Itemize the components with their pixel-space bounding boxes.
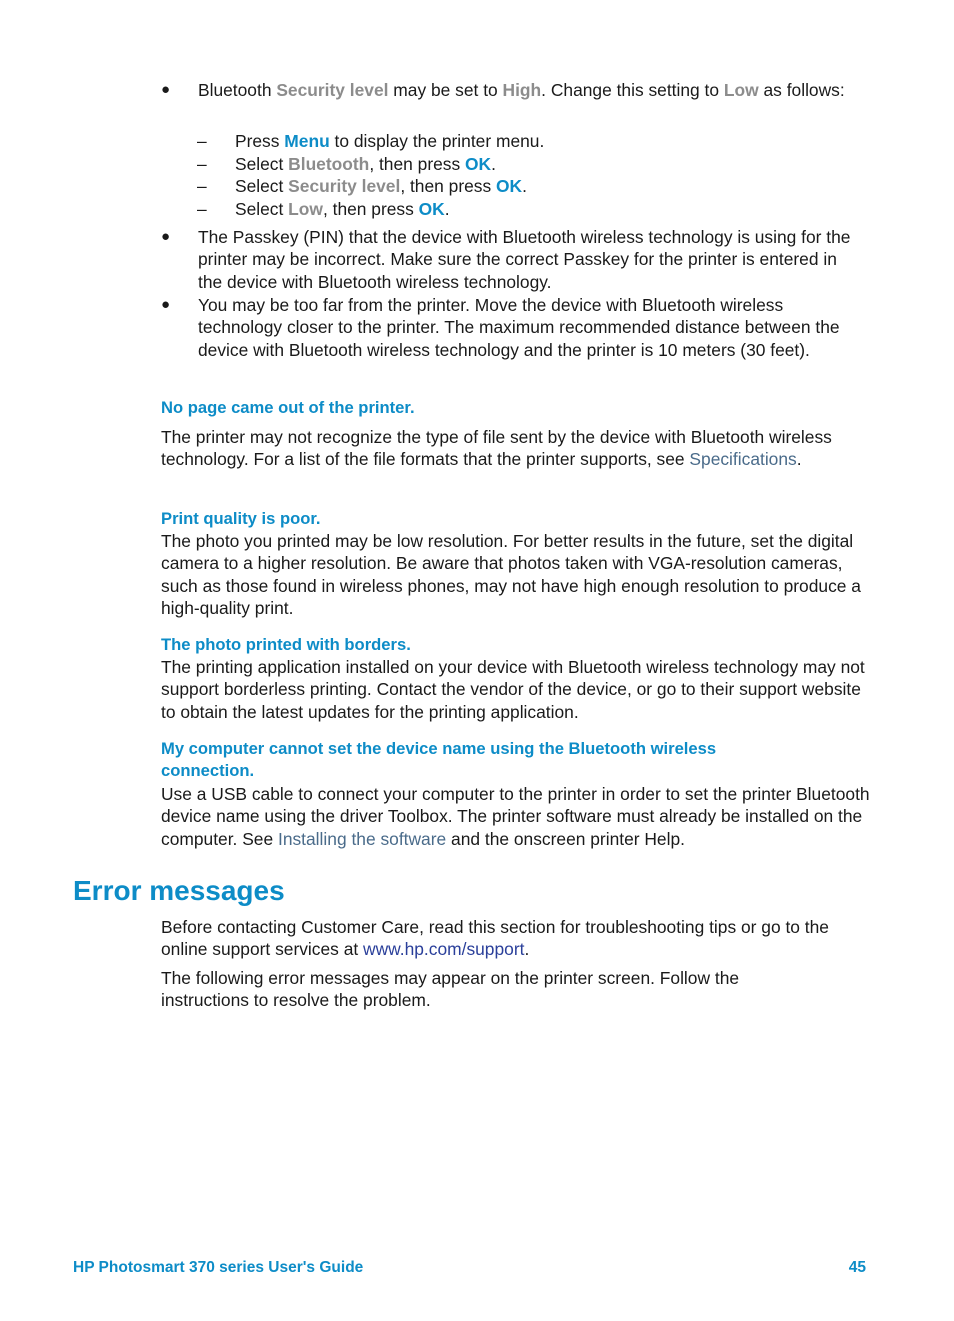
dash-glyph: – <box>197 131 207 151</box>
bullet-text: You may be too far from the printer. Move the device with Bluetooth wireless technology closer to the printer. The maximum recommended distance between the device with Bluetooth wireless technology and the printer is 10 meters (30 feet). <box>198 295 840 360</box>
ui-term: Security level <box>288 176 401 196</box>
heading-error-messages: Error messages <box>73 875 285 906</box>
paragraph-no-page: The printer may not recognize the type of file sent by the device with Bluetooth wireless technology. For a list of the file formats that the printer supports, see Specifications. <box>161 427 832 470</box>
installing-software-link[interactable]: Installing the software <box>277 828 447 849</box>
heading-borders: The photo printed with borders. <box>161 635 411 654</box>
paragraph-print-quality: The photo you printed may be low resolution. For better results in the future, set the digital camera to a higher resolution. Be aware that photos taken with VGA-resolution cameras, such as those found in wireless phones, may not have high enough resolution to produce a high-quality print. <box>161 531 861 619</box>
heading-print-quality: Print quality is poor. <box>161 509 321 528</box>
document-page: ● Bluetooth Security level may be set to High. Change this setting to Low as follows: – Press Menu to display the printer menu. – Select Bluetooth, then press OK. – Select Security level, then press OK. – Select Low, then press OK. ● The Passkey (PIN) that the device with Bluetooth wireless technology is using for the printer may be incorrect. Make sure the correct Passkey for the printer is entered in the device with Bluetooth wireless technology. ● You may be too far from the printer. Move the device with Bluetooth wireless technology closer to the printer. The maximum recommended distance between the device with Bluetooth wireless technology and the printer is 10 meters (30 feet). No page came out of the printer. The printer may not recognize the type of file sent by the device with Bluetooth wireless technology. For a list of the file formats that the printer supports, see Specifications. Print quality is poor. The photo you printed may be low resolution. For better results in the future, set the digital camera to a higher resolution. Be aware that photos taken with VGA-resolution cameras, such as those found in wireless phones, may not have high enough resolution to produce a high-quality print. The photo printed with borders. The printing application installed on your device with Bluetooth wireless technology may not support borderless printing. Contact the vendor of the device, or go to their support website to obtain the latest updates for the printing application. My computer cannot set the device name using the Bluetooth wireless connection. Use a USB cable to connect your computer to the printer in order to set the printer Bluetooth device name using the driver Toolbox. The printer software must already be installed on the computer. See Installing the software and the onscreen printer Help. Error messages Before contacting Customer Care, read this section for troubleshooting tips or go to the online support services at www.hp.com/support. The following error messages may appear on the printer screen. Follow the instructions to resolve the problem. HP Photosmart 370 series User's Guide 45 <box>0 0 954 1321</box>
button-term: OK <box>496 176 523 196</box>
bullet-glyph: ● <box>161 296 171 313</box>
bullet-glyph: ● <box>161 228 171 245</box>
ui-term: Bluetooth <box>288 154 370 174</box>
bullet-glyph: ● <box>161 81 171 98</box>
bullet-text: Bluetooth Security level may be set to High. Change this setting to Low as follows: <box>198 80 845 100</box>
dash-glyph: – <box>197 199 207 219</box>
bullet-text: The Passkey (PIN) that the device with Bluetooth wireless technology is using for the printer may be incorrect. Make sure the correct Passkey for the printer is entered in the device with Bluetooth wireless technology. <box>198 227 851 292</box>
paragraph-borders: The printing application installed on your device with Bluetooth wireless technology may not support borderless printing. Contact the vendor of the device, or go to their support website to obtain the latest updates for the printing application. <box>161 657 865 722</box>
ui-term: Low <box>723 80 759 100</box>
paragraph-device-name: Use a USB cable to connect your computer to the printer in order to set the printer Bluetooth device name using the driver Toolbox. The printer software must already be installed on the computer. See Installing the software and the onscreen printer Help. <box>161 784 870 849</box>
ui-term: Security level <box>276 80 389 100</box>
button-term: OK <box>418 199 445 219</box>
hp-support-link[interactable]: www.hp.com/support <box>363 939 525 960</box>
ui-term: High <box>502 80 542 100</box>
heading-device-name: My computer cannot set the device name using the Bluetooth wireless connection. <box>161 739 717 781</box>
dash-glyph: – <box>197 154 207 174</box>
heading-no-page: No page came out of the printer. <box>161 398 415 417</box>
specifications-link[interactable]: Specifications <box>689 449 797 470</box>
ui-term: Low <box>288 199 323 219</box>
paragraph-error-intro: The following error messages may appear on the printer screen. Follow the instructions to resolve the problem. <box>161 968 740 1011</box>
button-term: Menu <box>284 131 330 151</box>
footer-page-number: 45 <box>848 1259 866 1276</box>
button-term: OK <box>465 154 492 174</box>
footer-guide-title: HP Photosmart 370 series User's Guide <box>73 1259 364 1276</box>
paragraph-customer-care: Before contacting Customer Care, read this section for troubleshooting tips or go to the online support services at www.hp.com/support. <box>161 917 829 960</box>
dash-glyph: – <box>197 176 207 196</box>
